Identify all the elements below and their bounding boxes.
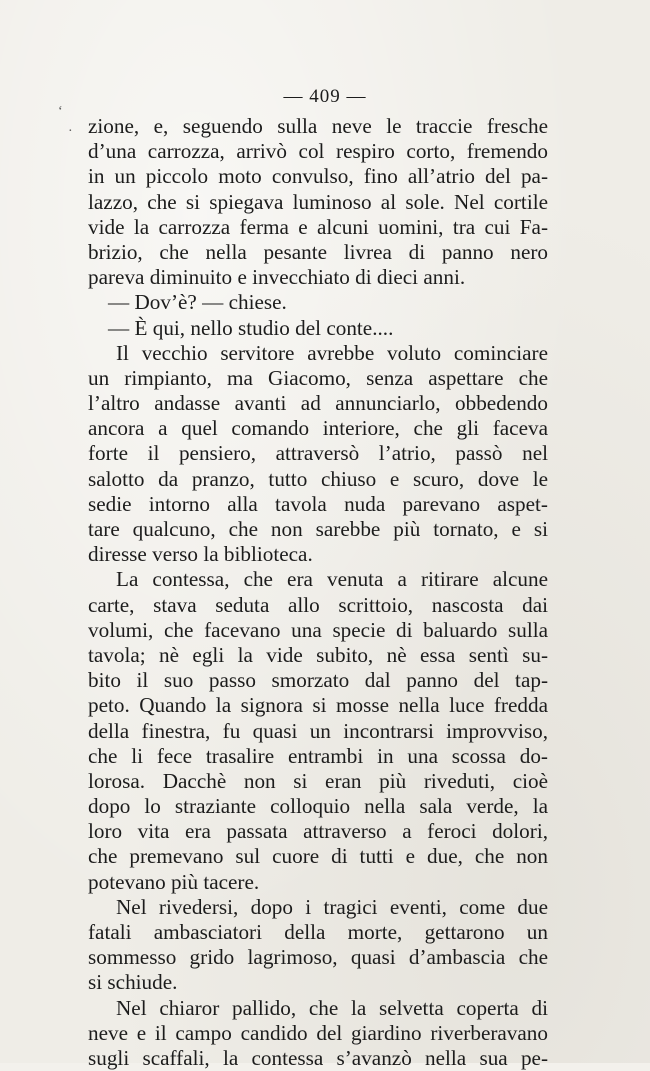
text-line: Nel chiaror pallido, che la selvetta coperta di [116, 995, 548, 1020]
text-line: diresse verso la biblioteca. [88, 542, 313, 567]
body-text [88, 114, 548, 1071]
text-line: ancora a quel comando interiore, che gli faceva [88, 416, 548, 441]
text-line: forte il pensiero, attraversò l’atrio, passò nel [88, 441, 548, 466]
text-line: brizio, che nella pesante livrea di panno nero [88, 239, 548, 264]
text-line: — Dov’è? — chiese. [108, 290, 287, 315]
text-line: potevano più tacere. [88, 869, 260, 894]
margin-speck: ‘ [58, 104, 63, 119]
text-line: lazzo, che si spiegava luminoso al sole. Nel cortile [88, 189, 548, 214]
text-line: bito il suo passo smorzato dal panno del tap- [88, 668, 548, 693]
text-line: sugli scaffali, la contessa s’avanzò nella sua pe- [88, 1045, 548, 1070]
text-line: carte, stava seduta allo scrittoio, nascosta dai [88, 592, 548, 617]
text-line: dopo lo straziante colloquio nella sala verde, la [88, 794, 548, 819]
text-line: Il vecchio servitore avrebbe voluto cominciare [116, 340, 548, 365]
text-line: salotto da pranzo, tutto chiuso e scuro, dove le [88, 466, 548, 491]
text-line: sommesso grido lagrimoso, quasi d’ambascia che [88, 945, 548, 970]
text-line: tavola; nè egli la vide subito, nè essa sentì su- [88, 642, 548, 667]
text-line: pareva diminuito e invecchiato di dieci anni. [88, 265, 466, 290]
text-line: peto. Quando la signora si mosse nella luce fredda [88, 693, 548, 718]
text-line: loro vita era passata attraverso a feroci dolori, [88, 819, 548, 844]
text-line: vide la carrozza ferma e alcuni uomini, tra cui Fa- [88, 214, 548, 239]
text-line: fatali ambasciatori della morte, gettarono un [88, 920, 548, 944]
text-line: che li fece trasalire entrambi in una scossa do- [88, 743, 548, 768]
text-line: zione, e, seguendo sulla neve le traccie fresche [88, 114, 548, 138]
text-line: l’altro andasse avanti ad annunciarlo, obbedendo [88, 391, 548, 416]
text-line: un rimpianto, ma Giacomo, senza aspettare che [88, 365, 548, 390]
text-line: La contessa, che era venuta a ritirare alcune [116, 567, 548, 592]
text-line: lorosa. Dacchè non si eran più riveduti, cioè [88, 768, 548, 793]
text-line: in un piccolo moto convulso, fino all’atrio del pa- [88, 164, 548, 189]
margin-speck: · [68, 124, 73, 139]
text-line: tare qualcuno, che non sarebbe più tornato, e si [88, 517, 548, 541]
text-line: Nel rivedersi, dopo i tragici eventi, come due [116, 894, 548, 919]
text-line: volumi, che facevano una specie di baluardo sulla [88, 617, 548, 642]
text-line: sedie intorno alla tavola nuda parevano aspet- [88, 491, 548, 516]
text-line: si schiude. [88, 970, 178, 995]
text-line: neve e il campo candido del giardino riverberavano [88, 1020, 548, 1045]
page-number: — 409 — [283, 86, 367, 107]
text-line: della finestra, fu quasi un incontrarsi improvviso, [88, 718, 548, 743]
text-line: d’una carrozza, arrivò col respiro corto, fremendo [88, 139, 548, 164]
text-line: che premevano sul cuore di tutti e due, che non [88, 844, 548, 869]
text-line: — È qui, nello studio del conte.... [108, 315, 394, 340]
